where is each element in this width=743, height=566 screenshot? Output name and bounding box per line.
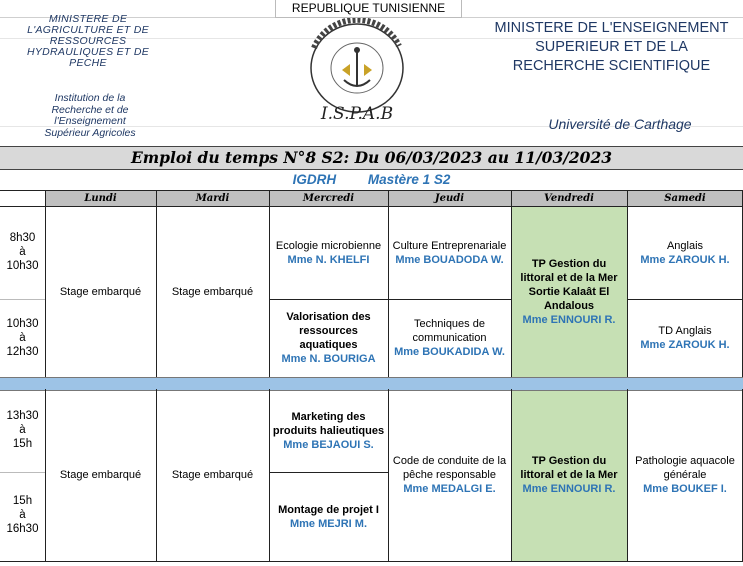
teacher-name: Mme BOUKEF I. xyxy=(643,483,727,495)
cell-samedi-1 xyxy=(627,206,743,299)
institution-name: Institution de la Recherche et de l'Enseignement Supérieur Agricoles xyxy=(44,92,136,139)
day-lundi: Lundi xyxy=(84,193,117,204)
cell-mercredi-3 xyxy=(269,389,388,472)
cell-lundi-afternoon: Stage embarqué xyxy=(59,469,142,481)
course-title: Culture Entreprenariale xyxy=(392,239,507,252)
grid-line xyxy=(156,191,157,377)
cell-mercredi-4 xyxy=(269,472,388,561)
program-name: IGDRH xyxy=(292,172,337,187)
teacher-name: Mme N. KHELFI xyxy=(287,253,370,266)
cell-vendredi-morning xyxy=(511,206,627,377)
schedule-title: Emploi du temps N°8 S2: Du 06/03/2023 au 11/03/2023 xyxy=(0,146,743,170)
teacher-name: Mme ZAROUK H. xyxy=(640,339,730,351)
university-name: Université de Carthage xyxy=(548,116,692,132)
grid-line xyxy=(627,299,743,300)
grid-line xyxy=(627,389,628,561)
teacher-name: Mme BEJAOUI S. xyxy=(283,438,374,451)
course-title: Ecologie microbienne xyxy=(275,239,382,252)
day-vendredi: Vendredi xyxy=(544,193,594,204)
grid-line xyxy=(269,472,388,473)
course-title: Code de conduite de la pêche responsable xyxy=(392,455,507,481)
cell-mercredi-1 xyxy=(269,206,388,299)
grid-line xyxy=(269,389,270,561)
grid-line xyxy=(511,389,512,561)
teacher-name: Mme MEDALGI E. xyxy=(403,483,496,495)
day-jeudi: Jeudi xyxy=(434,193,465,204)
teacher-name: Mme MEJRI M. xyxy=(289,517,367,530)
svg-text:I.S.P.A.B: I.S.P.A.B xyxy=(320,104,394,124)
grid-line xyxy=(45,389,46,561)
ispab-logo xyxy=(294,18,420,128)
teacher-name: Mme ENNOURI R. xyxy=(522,483,616,495)
course-title: Pathologie aquacole générale xyxy=(635,455,735,481)
ministry-higher-education: MINISTERE DE L'ENSEIGNEMENT SUPERIEUR ET DE LA RECHERCHE SCIENTIFIQUE xyxy=(494,20,729,74)
grid-line xyxy=(269,299,511,300)
grid-line xyxy=(627,191,628,377)
cell-mardi-morning: Stage embarqué xyxy=(171,285,254,298)
course-title: Montage de projet I xyxy=(278,503,379,516)
course-title: TD Anglais xyxy=(658,325,712,337)
grid-line xyxy=(0,206,743,207)
grid-line xyxy=(0,561,743,562)
teacher-name: Mme N. BOURIGA xyxy=(281,353,376,365)
course-title: TP Gestion du littoral et de la Mer Sortie Kalaât El Andalous xyxy=(520,257,618,312)
time-slot-2: 10h30 à 12h30 xyxy=(6,318,39,358)
grid-line xyxy=(0,299,45,300)
teacher-name: Mme BOUKADIDA W. xyxy=(394,346,505,358)
grid-line xyxy=(269,191,270,377)
program-line xyxy=(0,170,743,190)
cell-jeudi-1 xyxy=(388,206,511,299)
course-title: Valorisation des ressources aquatiques xyxy=(286,311,371,351)
course-title: Anglais xyxy=(666,239,704,252)
cell-mardi-afternoon: Stage embarqué xyxy=(171,469,254,481)
time-slot-4: 15h à 16h30 xyxy=(6,495,39,535)
grid-line xyxy=(388,389,389,561)
grid-line xyxy=(156,389,157,561)
grid-line xyxy=(511,191,512,377)
teacher-name: Mme ENNOURI R. xyxy=(522,313,616,326)
grid-line xyxy=(45,191,46,377)
course-title: TP Gestion du littoral et de la Mer xyxy=(520,455,618,481)
day-samedi: Samedi xyxy=(664,193,706,204)
teacher-name: Mme ZAROUK H. xyxy=(640,253,730,266)
course-title: Techniques de communication xyxy=(412,318,487,344)
time-slot-1: 8h30 à 10h30 xyxy=(6,232,39,272)
cell-samedi-2 xyxy=(627,299,743,377)
cell-jeudi-afternoon xyxy=(388,389,511,561)
day-mercredi: Mercredi xyxy=(302,193,355,204)
course-title: Marketing des produits halieutiques xyxy=(272,410,385,437)
cell-samedi-afternoon xyxy=(627,389,743,561)
cell-lundi-morning: Stage embarqué xyxy=(59,285,142,298)
time-slot-3: 13h30 à 15h xyxy=(6,410,39,450)
cell-vendredi-afternoon xyxy=(511,389,627,561)
ministry-agriculture: MINISTERE DE L'AGRICULTURE ET DE RESSOURCES HYDRAULIQUES ET DE PECHE xyxy=(26,13,150,69)
grid-line xyxy=(0,472,45,473)
cell-mercredi-2 xyxy=(269,299,388,377)
program-level: Mastère 1 S2 xyxy=(367,172,451,187)
grid-line xyxy=(388,191,389,377)
grid-line xyxy=(0,190,743,191)
cell-jeudi-2 xyxy=(388,299,511,377)
day-mardi: Mardi xyxy=(195,193,230,204)
teacher-name: Mme BOUADODA W. xyxy=(395,253,504,266)
republic-label: REPUBLIQUE TUNISIENNE xyxy=(275,0,462,18)
